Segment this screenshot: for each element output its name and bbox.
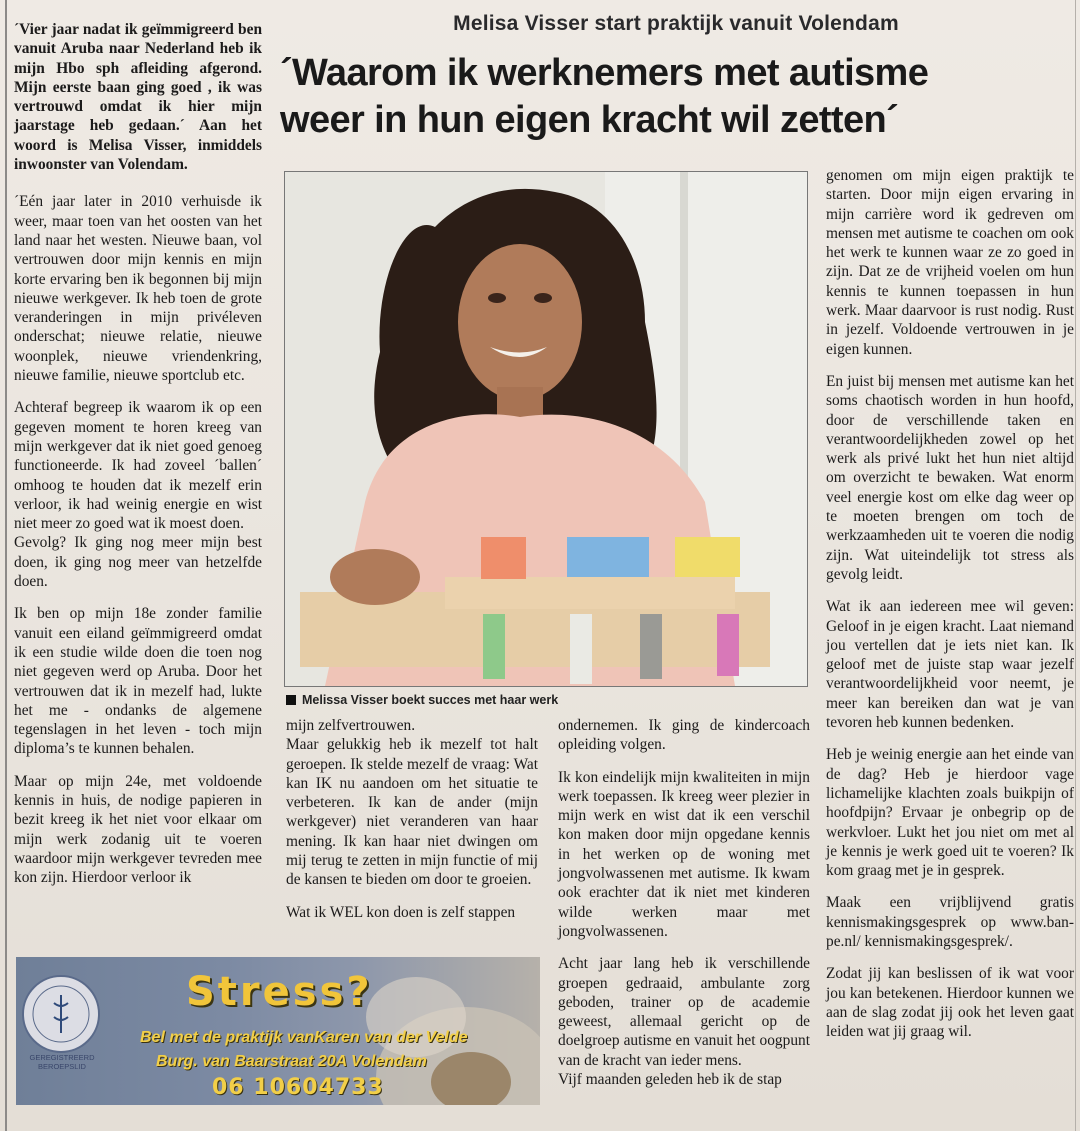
article-paragraph: Wat ik aan iedereen mee wil geven: Geloof in je eigen kracht. Laat niemand jou vertellen dat je iets niet kan. Ik geloof met de juiste stap waar jezelf verantwoordelijkheid voor neemt, je meer kan bereiken dan wat je van tevoren heb kunnen bedenken. (826, 598, 1074, 732)
article-paragraph: ondernemen. Ik ging de kindercoach opleiding volgen. (558, 717, 810, 754)
article-paragraph: Maak een vrijblijvend gratis kennismakingsgesprek op www.ban-pe.nl/ kennismakingsgesprek/. (826, 894, 1074, 950)
article-paragraph: Acht jaar lang heb ik verschillende groepen gedraaid, ambulante zorg geboden, trainer op de academie geweest, allemaal gericht op de doelgroep autisme en vanuit het oogpunt van de kracht van ieder mens. (558, 955, 810, 1069)
caption-text: Melissa Visser boekt succes met haar werk (302, 693, 559, 707)
article-kicker: Melisa Visser start praktijk vanuit Volendam (453, 12, 899, 35)
article-intro-column (14, 20, 262, 887)
seal-caption: GEREGISTREERD BEROEPSLID (29, 1053, 95, 1071)
article-paragraph: Vijf maanden geleden heb ik de stap (558, 1071, 782, 1089)
article-column-3 (558, 716, 810, 1089)
column-rule (5, 0, 7, 1131)
stress-advertisement (16, 957, 540, 1105)
headline-line: weer in hun eigen kracht wil zetten´ (280, 99, 899, 141)
ad-title: Stress? (186, 969, 373, 1015)
article-headline (280, 50, 1070, 144)
article-paragraph: Ik ben op mijn 18e zonder familie vanuit een eiland geïmmigreerd omdat ik een studie wilde doen die toen nog niet gegeven werd op Aruba. Door het vertrouwen dat ik in mezelf had, lukte het me - ondanks de algemene tegenslagen in het leven - toch mijn diploma’s te kunnen behalen. (14, 605, 262, 758)
article-paragraph: Achteraf begreep ik waarom ik op een gegeven moment te horen kreeg van mijn werkgever dat ik niet goed genoeg functioneerde. Ik had zoveel ´ballen´ omhoog te houden dat ik mezelf erin verloor, ik had weinig energie en wist niet meer zo goed wat ik moest doen. (14, 399, 262, 533)
article-paragraph: Wat ik WEL kon doen is zelf stappen (286, 903, 516, 921)
article-photo (284, 171, 808, 687)
article-lead: ´Vier jaar nadat ik geïmmigreerd ben vanuit Aruba naar Nederland heb ik mijn Hbo sph afleiding afgerond. Mijn eerste baan ging goed , ik was vertrouwd omdat ik hier mijn jaarstage heb gedaan.´ Aan het woord is Melisa Visser, inmiddels inwoonster van Volendam. (14, 21, 262, 174)
ad-line-2: Burg. van Baarstraat 20A Volendam (156, 1053, 427, 1070)
portrait-illustration (285, 172, 807, 686)
article-paragraph: Maar op mijn 24e, met voldoende kennis in huis, de nodige papieren in bezit kreeg ik het niet voor elkaar om mijn werk zodanig uit te voeren waardoor mijn werkgever tevreden mee kon zijn. Hierdoor verloor ik (14, 772, 262, 887)
article-paragraph: genomen om mijn eigen praktijk te starten. Door mijn eigen ervaring in mijn carrière word ik gedreven om mensen met autisme te coachen om ook het werk te kunnen waar ze zo goed in zijn. Dat ze de vrijheid voelen om hun kennis te kunnen toepassen in hun werk. Maar daarvoor is rust nodig. Rust in jezelf. Voldoende vertrouwen in je eigen kunnen. (826, 167, 1074, 358)
column-rule (1075, 0, 1076, 1131)
caption-square (286, 695, 296, 705)
professional-seal (22, 975, 100, 1053)
article-paragraph: En juist bij mensen met autisme kan het soms chaotisch worden in hun hoofd, door de verschillende taken en verantwoordelijkheden zowel op het werk als privé lukt het hun niet altijd om overzicht te bewaken. Wat enorm veel energie kost om elke dag weer op te moeten brengen om toch de werkzaamheden uit te voeren die nodig zijn. Wat uiteindelijk tot stress als gevolg leidt. (826, 372, 1074, 583)
article-paragraph: ´Eén jaar later in 2010 verhuisde ik weer, maar toen van het oosten van het land naar het westen. Nieuwe baan, vol vertrouwen door mijn kennis en mijn korte ervaring ben ik begonnen bij mijn nieuwe werkgever. Ik heb toen de grote veranderingen in mijn privéleven onderschat; nieuwe relatie, nieuwe woonplek, nieuwe vriendenkring, nieuwe familie, nieuwe sportclub etc. (14, 193, 262, 385)
ad-line-1: Bel met de praktijk vanKaren van der Velde (140, 1029, 468, 1046)
article-paragraph: Heb je weinig energie aan het einde van de dag? Heb je hierdoor vage lichamelijke klachten zoals buikpijn of hoofdpijn? Ervaar je onbegrip op de werkvloer. Lukt het jou niet om met al je kennis je werk goed uit te voeren? Ik kom graag met je in gesprek. (826, 746, 1074, 880)
article-paragraph: Zodat jij kan beslissen of ik wat voor jou kan betekenen. Hierdoor kunnen we aan de slag zodat jij ook het leven gaat leiden wat jij graag wil. (826, 965, 1074, 1041)
article-paragraph: Ik kon eindelijk mijn kwaliteiten in mijn werk toepassen. Ik kreeg weer plezier in mijn werk en wist dat ik een verschil kon maken door mijn opgedane kennis in het werken op de woning met jongvolwassenen met autisme. Ik kwam ook erachter dat ik niet met kinderen wilde werken maar met jongvolwassenen. (558, 768, 810, 940)
article-paragraph: mijn zelfvertrouwen. (286, 717, 416, 734)
article-paragraph: Maar gelukkig heb ik mezelf tot halt geroepen. Ik stelde mezelf de vraag: Wat kan IK nu aandoen om het situatie te verbeteren. Ik kan de ander (mijn werkgever) niet veranderen van haar mening. Ik kan haar niet dwingen om mij terug te zetten in mijn functie of mij de kansen te bieden om door te groeien. (286, 736, 538, 889)
headline-line: ´Waarom ik werknemers met autisme (280, 52, 929, 94)
article-paragraph: Gevolg? Ik ging nog meer mijn best doen, ik ging nog meer van hetzelfde doen. (14, 534, 262, 591)
photo-caption (286, 693, 806, 707)
seal-emblem-icon (24, 977, 98, 1051)
article-column-4 (826, 166, 1074, 1041)
ad-phone-number: 06 10604733 (212, 1075, 384, 1100)
article-column-2 (286, 716, 538, 922)
